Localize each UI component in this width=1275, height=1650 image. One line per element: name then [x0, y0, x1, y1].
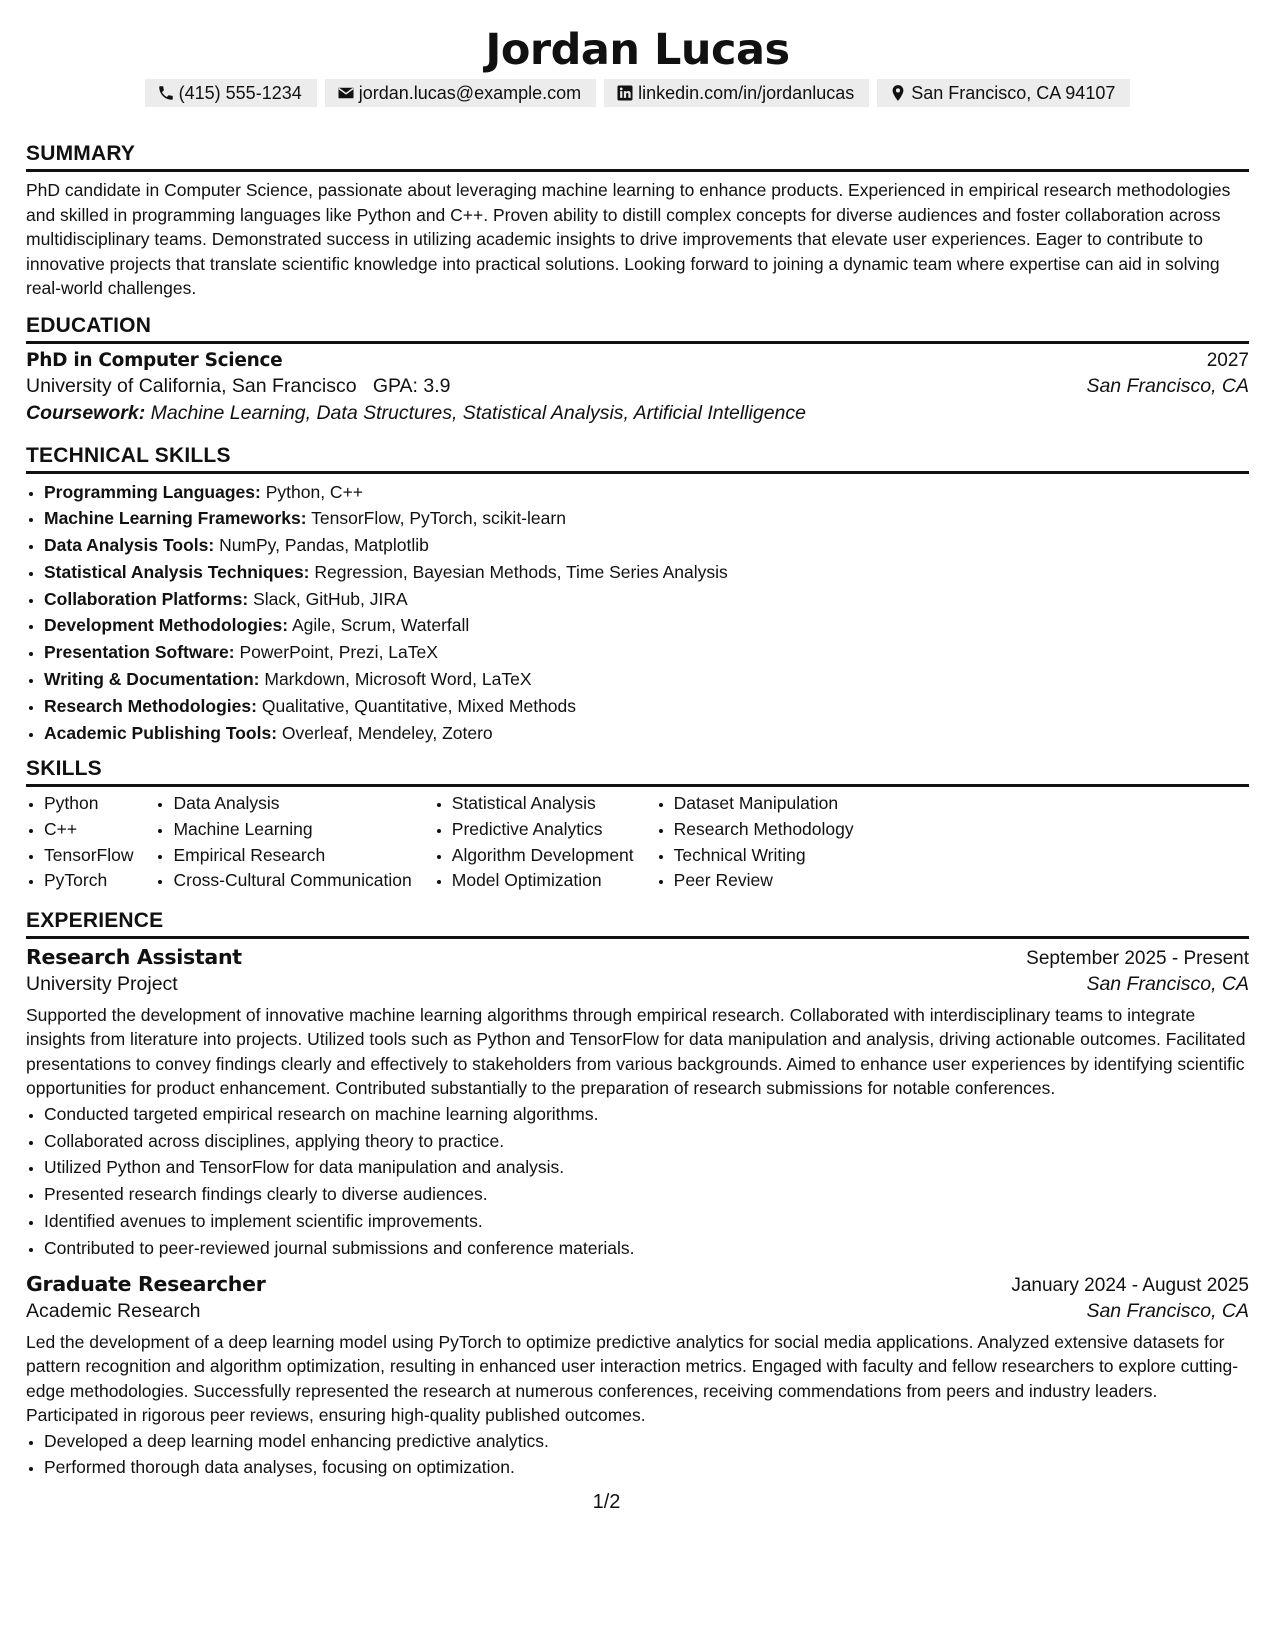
- gpa: GPA: 3.9: [372, 374, 451, 397]
- skill-item: • Model Optimization: [452, 868, 634, 894]
- job-bullet: • Utilized Python and TensorFlow for data manipulation and analysis.: [44, 1154, 1249, 1181]
- job-dates: January 2024 - August 2025: [1011, 1274, 1249, 1296]
- job-role: Graduate Researcher: [26, 1271, 266, 1296]
- technical-skill-value: Overleaf, Mendeley, Zotero: [281, 722, 493, 743]
- job-bullet: • Developed a deep learning model enhancing predictive analytics.: [44, 1428, 1249, 1455]
- technical-skills-list: [26, 479, 1249, 747]
- technical-skill-label: Academic Publishing Tools:: [44, 722, 278, 743]
- job-org: Academic Research: [26, 1299, 201, 1322]
- experience-section: [26, 908, 1249, 1481]
- skill-item: • Python: [44, 791, 133, 817]
- technical-skill-label: Presentation Software:: [44, 642, 235, 663]
- job-bullet: • Identified avenues to implement scientific improvements.: [44, 1208, 1249, 1235]
- technical-skill-item: [44, 479, 1249, 506]
- job-bullet: • Contributed to peer-reviewed journal submissions and conference materials.: [44, 1235, 1249, 1262]
- skill-item: • Dataset Manipulation: [674, 791, 854, 817]
- skill-item: • C++: [44, 817, 133, 843]
- envelope-icon: [337, 84, 355, 102]
- job-bullet: • Presented research findings clearly to diverse audiences.: [44, 1181, 1249, 1208]
- skill-item: • Algorithm Development: [452, 843, 634, 869]
- job-entry: [26, 1272, 1249, 1482]
- technical-skill-item: [44, 559, 1249, 586]
- job-org: University Project: [26, 972, 178, 995]
- technical-skill-value: TensorFlow, PyTorch, scikit-learn: [311, 508, 566, 529]
- technical-skill-label: Programming Languages:: [44, 481, 261, 502]
- linkedin-text: linkedin.com/in/jordanlucas: [638, 82, 855, 103]
- technical-skill-label: Data Analysis Tools:: [44, 535, 215, 556]
- resume-page: [26, 0, 1249, 1481]
- technical-skill-item: [44, 612, 1249, 639]
- technical-skill-item: [44, 720, 1249, 747]
- technical-skill-value: NumPy, Pandas, Matplotlib: [219, 535, 429, 556]
- job-title-row: [26, 1272, 1249, 1297]
- job-location: San Francisco, CA: [1086, 972, 1249, 995]
- job-org-row: [26, 973, 1249, 996]
- job-description: Led the development of a deep learning model using PyTorch to optimize predictive analytics for social media applications. Analyzed extensive datasets for pattern recognition and algorithm optimization, resulting in enhanced user interaction metrics. Engaged with faculty and fellow researchers to explore cutting-edge methodologies. Successfully represented the research at numerous conferences, receiving commendations from peers and industry leaders. Participated in rigorous peer reviews, ensuring high-quality published outcomes.: [26, 1331, 1239, 1426]
- phone-icon: [157, 84, 175, 102]
- technical-skill-item: [44, 505, 1249, 532]
- technical-skill-label: Development Methodologies:: [44, 615, 289, 636]
- summary-heading: SUMMARY: [26, 141, 1249, 172]
- technical-skill-item: [44, 532, 1249, 559]
- technical-skill-value: Qualitative, Quantitative, Mixed Methods: [261, 695, 577, 716]
- candidate-name: Jordan Lucas: [485, 25, 790, 75]
- technical-skill-item: [44, 693, 1249, 720]
- degree-name: PhD in Computer Science: [26, 349, 283, 371]
- skills-section: [26, 756, 1249, 893]
- email-text: jordan.lucas@example.com: [358, 82, 582, 103]
- school-location: San Francisco, CA: [1086, 374, 1249, 397]
- school-line: [26, 375, 451, 398]
- job-entry: [26, 945, 1249, 1262]
- job-bullet: • Collaborated across disciplines, applying theory to practice.: [44, 1128, 1249, 1155]
- skill-item: • Statistical Analysis: [452, 791, 634, 817]
- skills-column: [656, 791, 854, 893]
- job-bullets: [26, 1428, 1249, 1482]
- skills-column: [155, 791, 411, 893]
- phone-chip[interactable]: [145, 79, 317, 107]
- education-section: [26, 313, 1249, 425]
- technical-skill-item: [44, 666, 1249, 693]
- summary-text: PhD candidate in Computer Science, passionate about leveraging machine learning to enhance products. Experienced in empirical research methodologies and skilled in programming languages like Python and C++. Proven ability to distill complex concepts for diverse audiences and foster collaboration across multidisciplinary teams. Demonstrated success in utilizing academic insights to drive improvements that elevate user experiences. Eager to contribute to innovative projects that translate scientific knowledge into practical solutions. Looking forward to joining a dynamic team where expertise can aid in solving real-world challenges.: [26, 180, 1231, 298]
- job-location: San Francisco, CA: [1086, 1299, 1249, 1322]
- job-description: Supported the development of innovative machine learning algorithms through empirical research. Collaborated with interdisciplinary teams to integrate insights from literature into projects. Utilized tools such as Python and TensorFlow for data manipulation and analysis, driving actionable outcomes. Facilitated presentations to convey findings clearly and effectively to stakeholders from various backgrounds. Aimed to enhance user experiences by identifying scientific opportunities for product enhancement. Contributed substantially to the preparation of research submissions for notable conferences.: [26, 1004, 1246, 1099]
- education-school-row: [26, 375, 1249, 398]
- technical-skill-item: [44, 586, 1249, 613]
- skill-item: • Cross-Cultural Communication: [173, 868, 411, 894]
- technical-skills-heading: TECHNICAL SKILLS: [26, 443, 1249, 474]
- job-dates: September 2025 - Present: [1026, 947, 1249, 969]
- technical-skill-value: Python, C++: [265, 481, 364, 502]
- job-bullets: [26, 1101, 1249, 1262]
- skills-heading: SKILLS: [26, 756, 1249, 787]
- technical-skill-value: Regression, Bayesian Methods, Time Series Analysis: [314, 561, 728, 582]
- job-role: Research Assistant: [26, 944, 242, 969]
- linkedin-icon: [616, 84, 634, 102]
- job-title-row: [26, 945, 1249, 970]
- summary-section: [26, 141, 1249, 301]
- technical-skill-item: [44, 639, 1249, 666]
- technical-skill-label: Research Methodologies:: [44, 695, 257, 716]
- skill-item: • Data Analysis: [173, 791, 411, 817]
- technical-skill-label: Collaboration Platforms:: [44, 588, 249, 609]
- graduation-year: 2027: [1206, 349, 1249, 371]
- location-text: San Francisco, CA 94107: [911, 82, 1116, 103]
- skill-item: • TensorFlow: [44, 843, 133, 869]
- skill-item: • PyTorch: [44, 868, 133, 894]
- job-org-row: [26, 1300, 1249, 1323]
- contact-bar: [26, 79, 1249, 107]
- skill-item: • Predictive Analytics: [452, 817, 634, 843]
- technical-skill-value: PowerPoint, Prezi, LaTeX: [239, 642, 438, 663]
- technical-skill-label: Statistical Analysis Techniques:: [44, 561, 310, 582]
- skill-item: • Machine Learning: [173, 817, 411, 843]
- coursework-line: [26, 402, 1249, 425]
- location-chip: [877, 79, 1130, 107]
- skill-item: • Technical Writing: [674, 843, 854, 869]
- education-heading: EDUCATION: [26, 313, 1249, 344]
- phone-text: (415) 555-1234: [178, 82, 302, 103]
- map-pin-icon: [889, 84, 907, 102]
- education-degree-row: [26, 350, 1249, 372]
- job-bullet: • Conducted targeted empirical research on machine learning algorithms.: [44, 1101, 1249, 1128]
- linkedin-chip[interactable]: [604, 79, 869, 107]
- technical-skills-section: [26, 443, 1249, 747]
- experience-heading: EXPERIENCE: [26, 908, 1249, 939]
- skill-item: • Empirical Research: [173, 843, 411, 869]
- job-bullet: • Performed thorough data analyses, focusing on optimization.: [44, 1454, 1249, 1481]
- coursework-text: Machine Learning, Data Structures, Statistical Analysis, Artificial Intelligence: [150, 401, 806, 424]
- email-chip[interactable]: [325, 79, 596, 107]
- skills-column: [26, 791, 133, 893]
- skill-item: • Research Methodology: [674, 817, 854, 843]
- technical-skill-value: Slack, GitHub, JIRA: [253, 588, 408, 609]
- skill-item: • Peer Review: [674, 868, 854, 894]
- page-number: 1/2: [592, 1491, 621, 1513]
- school-name: University of California, San Francisco: [26, 374, 357, 397]
- technical-skill-value: Agile, Scrum, Waterfall: [291, 615, 470, 636]
- skills-column: [434, 791, 634, 893]
- technical-skill-value: Markdown, Microsoft Word, LaTeX: [264, 669, 532, 690]
- skills-columns: [26, 791, 1249, 893]
- coursework-label: Coursework:: [26, 401, 146, 424]
- technical-skill-label: Machine Learning Frameworks:: [44, 508, 307, 529]
- technical-skill-label: Writing & Documentation:: [44, 669, 260, 690]
